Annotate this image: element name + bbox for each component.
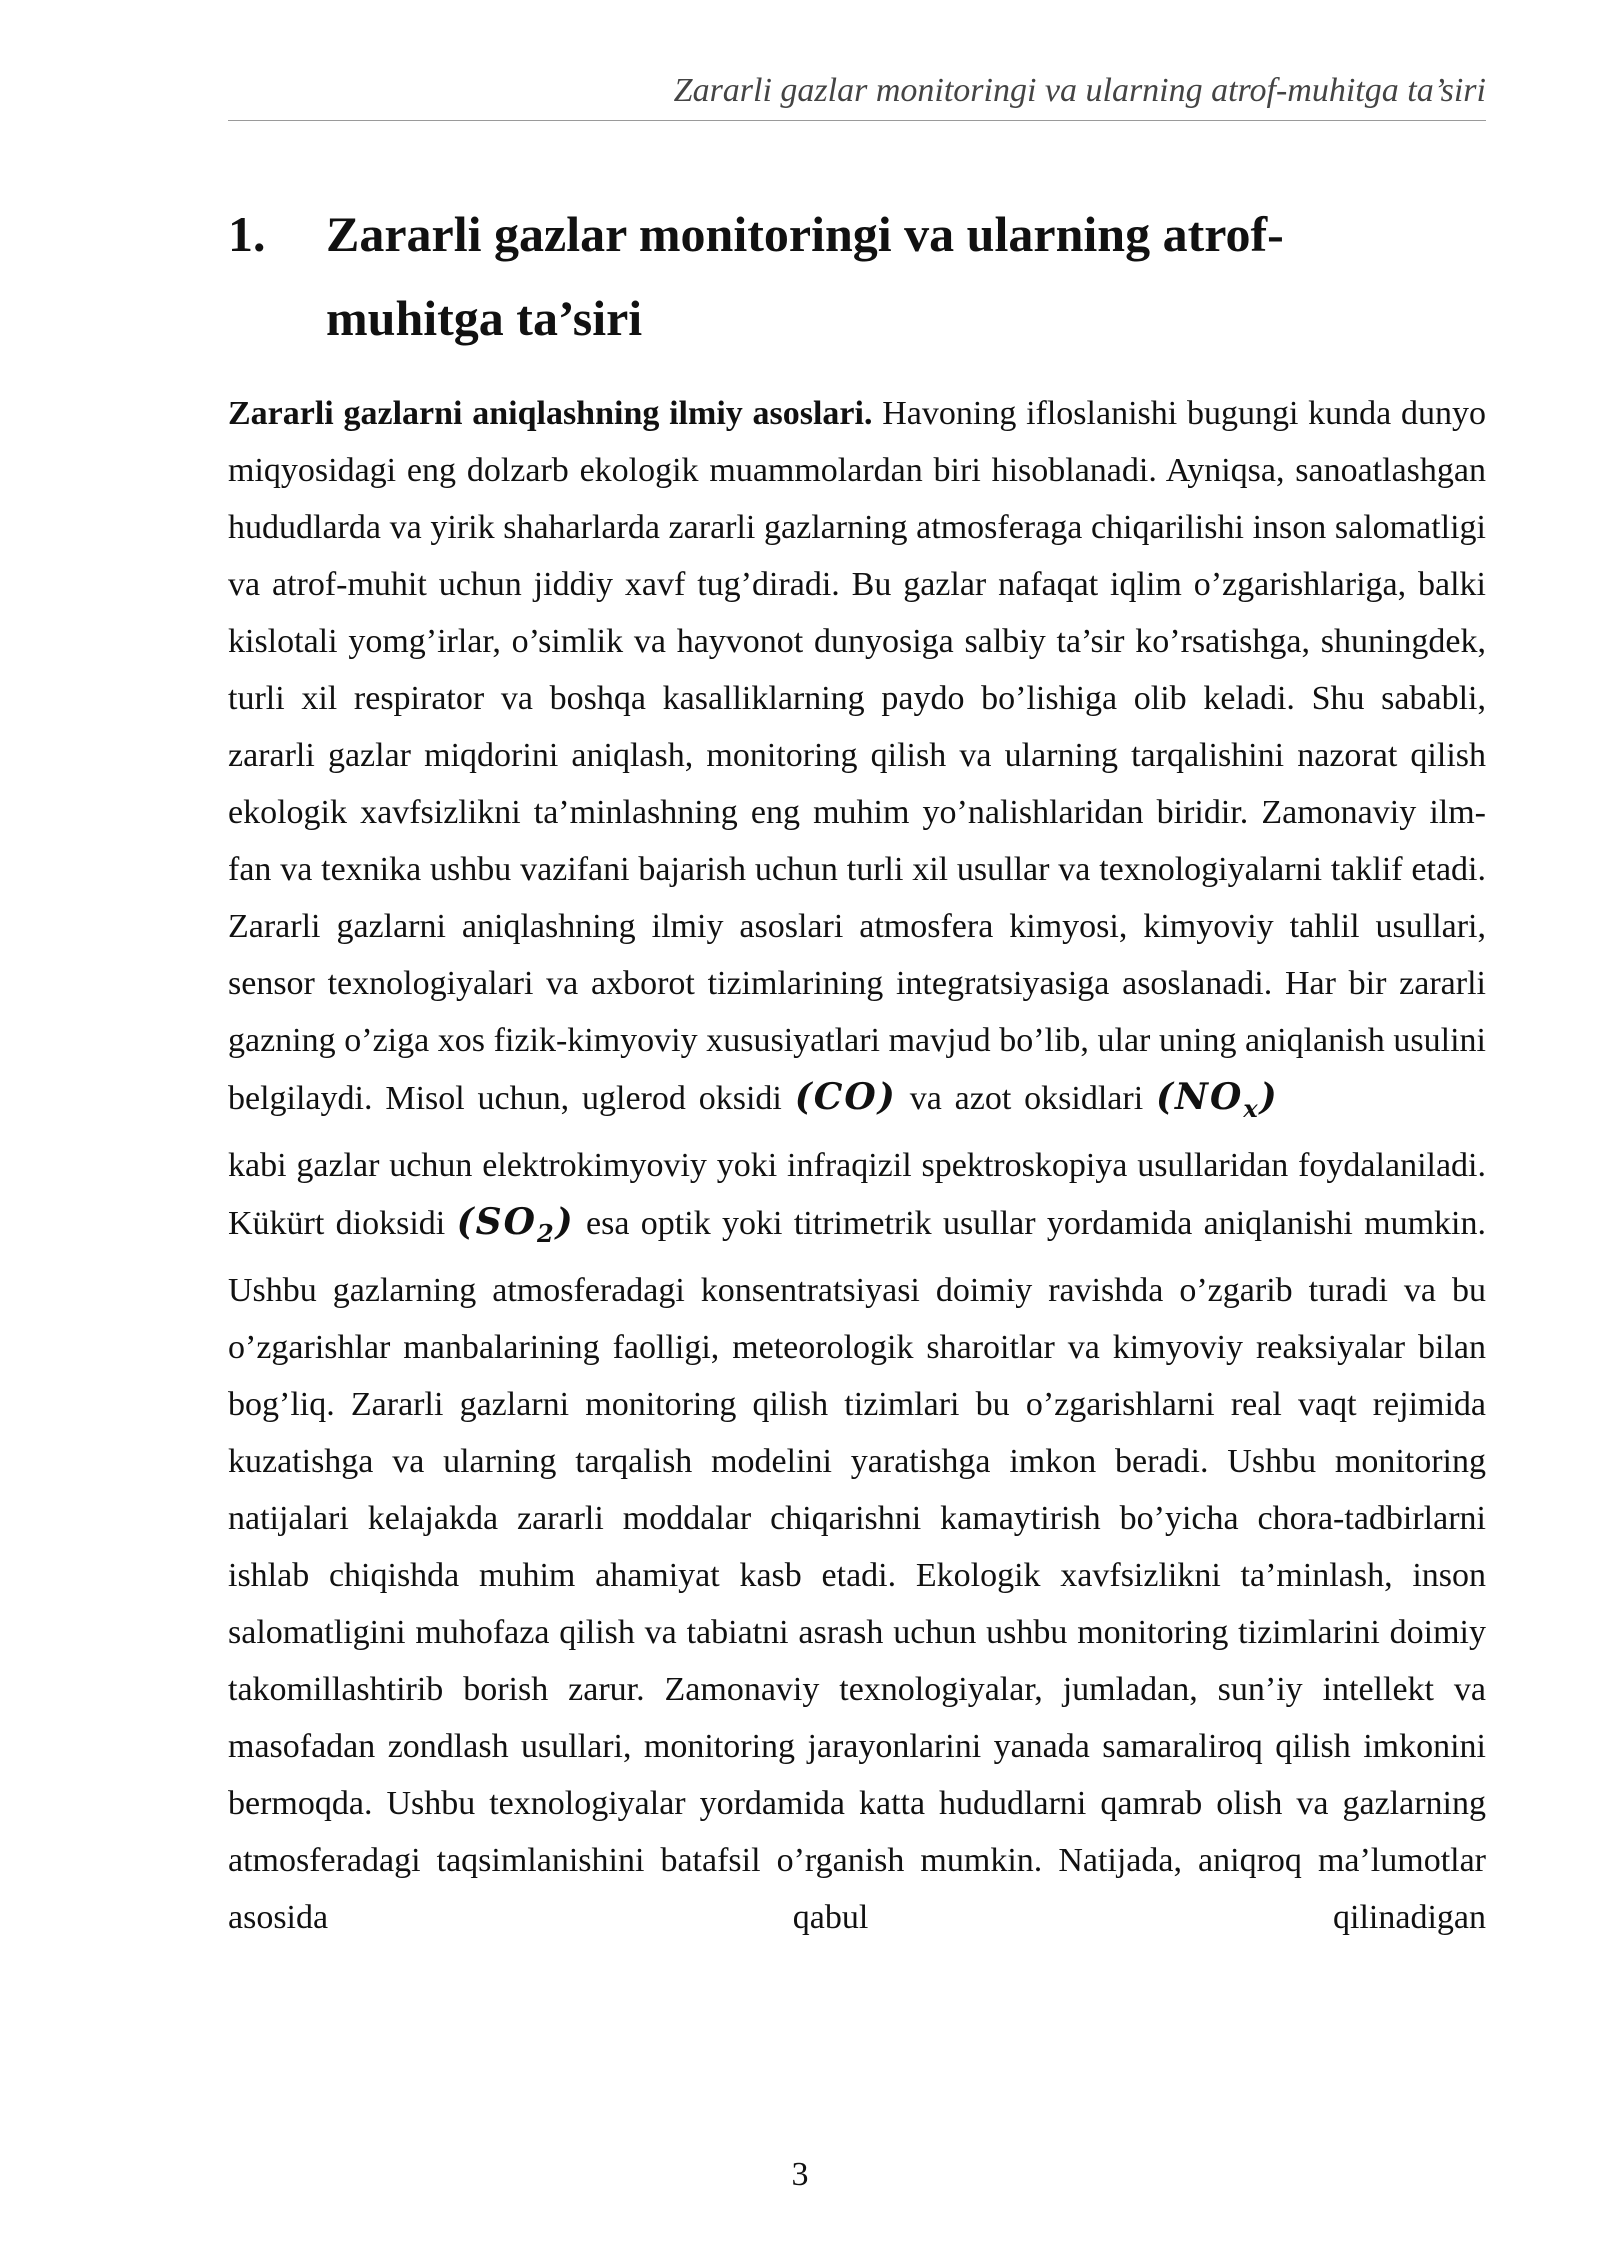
running-header: Zararli gazlar monitoringi va ularning atrof-muhitga ta’siri bbox=[228, 72, 1486, 121]
paragraph-text-3: kabi gazlar uchun elektrokimyoviy yoki infraqizil spektroskopiya usullaridan foydalaniladi. Kükürt dioksidi bbox=[228, 1147, 1486, 1243]
paragraph-text-2: va azot oksidlari bbox=[896, 1080, 1157, 1117]
formula-nox-wrap bbox=[1156, 1069, 1486, 1137]
page-number: 3 bbox=[791, 2156, 809, 2193]
chapter-number: 1. bbox=[228, 206, 266, 262]
paragraph-text-4: esa optik yoki titrimetrik usullar yordamida aniqlanishi mumkin. Ushbu gazlarning atmosferadagi konsentratsiyasi doimiy ravishda o’zgarib turadi va bu o’zgarishlar manbalarining faolligi, meteorologik sharoitlar va kimyoviy reaksiyalar bilan bog’liq. Zararli gazlarni monitoring qilish tizimlari bu o’zgarishlarni real vaqt rejimida kuzatishga va ularning tarqalish modelini yaratishga imkon beradi. Ushbu monitoring natijalari kelajakda zararli moddalar chiqarishni kamaytirish bo’yicha chora-tadbirlarni ishlab chiqishda muhim ahamiyat kasb etadi. Ekologik xavfsizlikni ta’minlash, inson salomatligini muhofaza qilish va tabiatni asrash uchun ushbu monitoring tizimlarini doimiy takomillashtirib borish zarur. Zamonaviy texnologiyalar, jumladan, sun’iy intellekt va masofadan zondlash usullari, monitoring jarayonlarini yanada samaraliroq qilish imkonini bermoqda. Ushbu texnologiyalar yordamida katta hududlarni qamrab olish va gazlarning atmosferadagi taqsimlanishini batafsil o’rganish mumkin. Natijada, aniqroq ma’lumotlar asosida qabul qilinadigan bbox=[228, 1205, 1486, 1937]
chapter-title bbox=[228, 192, 1328, 360]
formula-nox: $(NO_x)$ bbox=[1156, 1076, 1279, 1124]
formula-so2: $(SO_2)$ bbox=[456, 1201, 575, 1249]
body-paragraph bbox=[228, 385, 1486, 1946]
paragraph-text-1: Havoning ifloslanishi bugungi kunda dunyo miqyosidagi eng dolzarb ekologik muammolardan biri hisoblanadi. Ayniqsa, sanoatlashgan hududlarda va yirik shaharlarda zararli gazlarning atmosferaga chiqarilishi inson salomatligi va atrof-muhit uchun jiddiy xavf tug’diradi. Bu gazlar nafaqat iqlim o’zgarishlariga, balki kislotali yomg’irlar, o’simlik va hayvonot dunyosiga salbiy ta’sir ko’rsatishga, shuningdek, turli xil respirator va boshqa kasalliklarning paydo bo’lishiga olib keladi. Shu sababli, zararli gazlar miqdorini aniqlash, monitoring qilish va ularning tarqalishini nazorat qilish ekologik xavfsizlikni ta’minlashning eng muhim yo’nalishlaridan biridir. Zamonaviy ilm-fan va texnika ushbu vazifani bajarish uchun turli xil usullar va texnologiyalarni taklif etadi. Zararli gazlarni aniqlashning ilmiy asoslari atmosfera kimyosi, kimyoviy tahlil usullari, sensor texnologiyalari va axborot tizimlarining integratsiyasiga asoslanadi. Har bir zararli gazning o’ziga xos fizik-kimyoviy xususiyatlari mavjud bo’lib, ular uning aniqlanish usulini belgilaydi. Misol uchun, uglerod oksidi bbox=[228, 395, 1486, 1117]
chapter-title-text: Zararli gazlar monitoringi va ularning atrof-muhitga ta’siri bbox=[326, 206, 1284, 346]
formula-co: (CO) bbox=[794, 1076, 897, 1118]
paragraph-lead: Zararli gazlarni aniqlashning ilmiy asoslari. bbox=[228, 395, 873, 432]
